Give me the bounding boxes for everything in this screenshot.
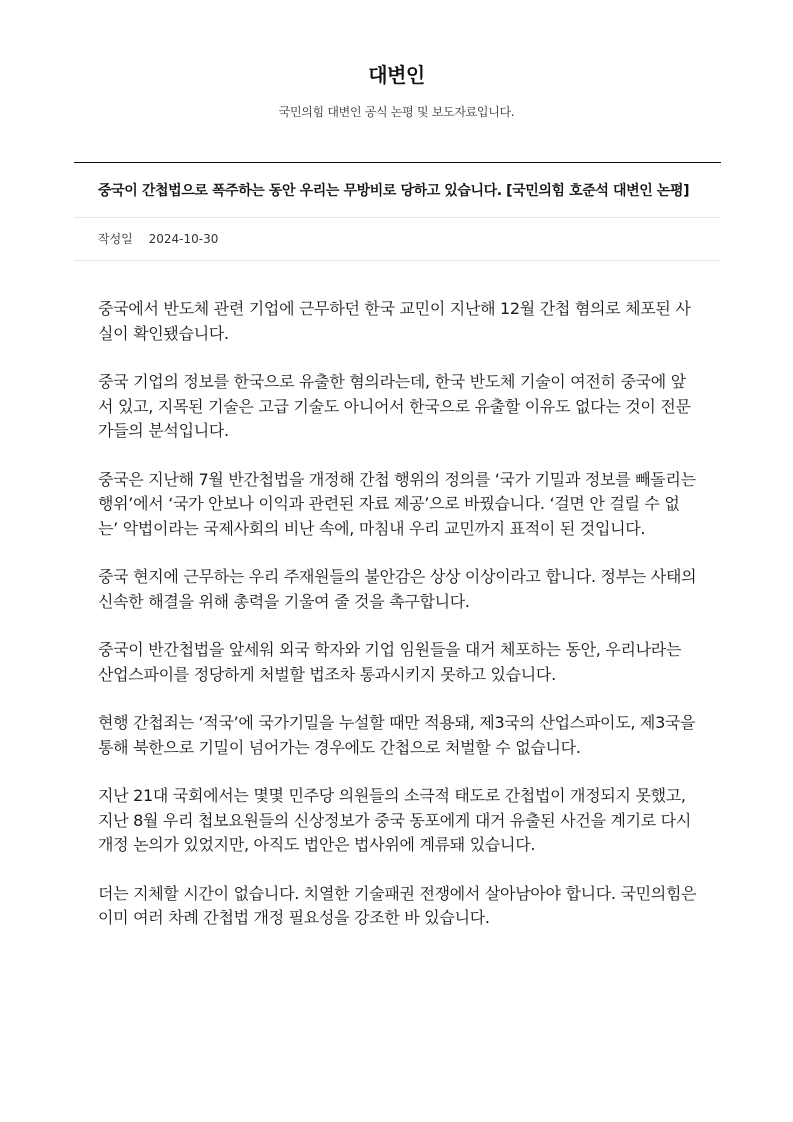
article <box>74 162 721 955</box>
article-title: 중국이 간첩법으로 폭주하는 동안 우리는 무방비로 당하고 있습니다. [국민의힘 호준석 대변인 논평] <box>74 163 721 218</box>
paragraph: 현행 간첩죄는 ‘적국’에 국가기밀을 누설할 때만 적용돼, 제3국의 산업스파이도, 제3국을 통해 북한으로 기밀이 넘어가는 경우에도 간첩으로 처벌할 수 없습니다. <box>98 713 696 757</box>
date-value: 2024-10-30 <box>148 232 219 246</box>
paragraph: 중국 기업의 정보를 한국으로 유출한 혐의라는데, 한국 반도체 기술이 여전히 중국에 앞서 있고, 지목된 기술은 고급 기술도 아니어서 한국으로 유출할 이유도 없다는 것이 전문가들의 분석입니다. <box>98 372 691 440</box>
paragraph: 더는 지체할 시간이 없습니다. 치열한 기술패권 전쟁에서 살아남아야 합니다. 국민의힘은 이미 여러 차례 간첩법 개정 필요성을 강조한 바 있습니다. <box>98 883 697 927</box>
site-title: 대변인 <box>368 63 425 87</box>
paragraph: 중국이 반간첩법을 앞세워 외국 학자와 기업 임원들을 대거 체포하는 동안, 우리나라는 산업스파이를 정당하게 처벌할 법조차 통과시키지 못하고 있습니다. <box>98 640 682 684</box>
article-meta <box>74 218 721 261</box>
paragraph: 중국은 지난해 7월 반간첩법을 개정해 간첩 행위의 정의를 ‘국가 기밀과 정보를 빼돌리는 행위’에서 ‘국가 안보나 이익과 관련된 자료 제공’으로 바꿨습니다. ‘걸면 안 걸릴 수 없는’ 악법이라는 국제사회의 비난 속에, 마침내 우리 교민까지 표적이 된 것입니다. <box>98 469 696 538</box>
paragraph: 지난 21대 국회에서는 몇몇 민주당 의원들의 소극적 태도로 간첩법이 개정되지 못했고, 지난 8월 우리 첩보요원들의 신상정보가 중국 동포에게 대거 유출된 사건을 계기로 다시 개정 논의가 있었지만, 아직도 법안은 법사위에 계류돼 있습니다. <box>98 786 691 854</box>
site-subtitle: 국민의힘 대변인 공식 논평 및 보도자료입니다. <box>278 105 515 119</box>
article-body <box>74 261 721 931</box>
page-header <box>0 60 793 120</box>
paragraph: 중국에서 반도체 관련 기업에 근무하던 한국 교민이 지난해 12월 간첩 혐의로 체포된 사실이 확인됐습니다. <box>98 299 691 343</box>
paragraph: 중국 현지에 근무하는 우리 주재원들의 불안감은 상상 이상이라고 합니다. 정부는 사태의 신속한 해결을 위해 총력을 기울여 줄 것을 촉구합니다. <box>98 567 697 611</box>
date-label: 작성일 <box>98 232 133 246</box>
